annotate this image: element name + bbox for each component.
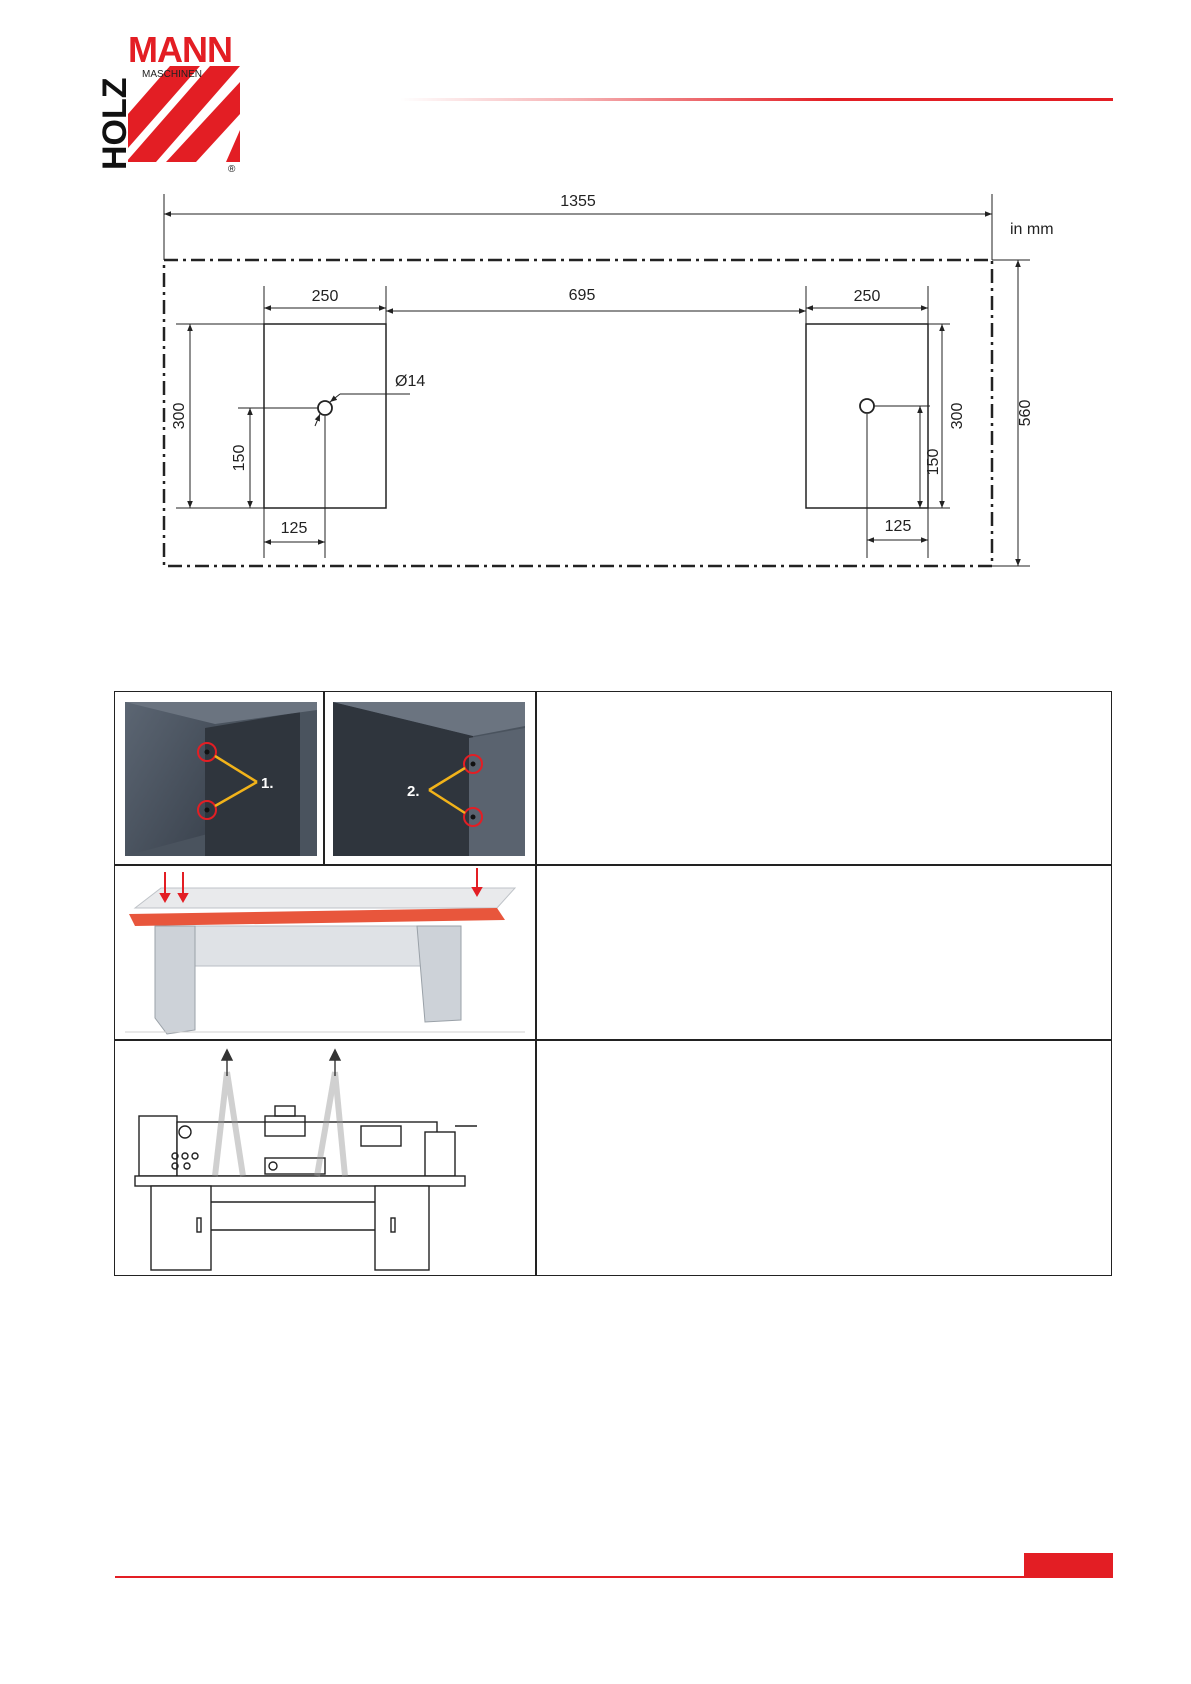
dim-left-hole-offset-y: 150 bbox=[231, 444, 248, 472]
unit-label: in mm bbox=[1010, 221, 1054, 238]
step1-text bbox=[537, 692, 1112, 864]
dim-total-width: 1355 bbox=[560, 193, 596, 210]
assembly-steps-table bbox=[114, 691, 1112, 1276]
foundation-drawing bbox=[150, 188, 1070, 578]
dim-right-hole-offset-x: 125 bbox=[884, 518, 912, 535]
dim-total-depth: 560 bbox=[1017, 399, 1034, 427]
dim-hole-diameter: Ø14 bbox=[395, 373, 426, 390]
brand-name-top: MANN bbox=[128, 29, 232, 70]
registered-mark: ® bbox=[228, 164, 236, 175]
step3-text bbox=[537, 1041, 1112, 1275]
dim-gap: 695 bbox=[568, 287, 596, 304]
step2-photo bbox=[125, 868, 525, 1034]
footer-rule bbox=[115, 1576, 1113, 1578]
dim-right-foot-depth: 300 bbox=[949, 402, 966, 430]
dim-right-hole-offset-y: 150 bbox=[925, 448, 942, 476]
step1-photo-b bbox=[333, 702, 525, 856]
header-rule bbox=[400, 98, 1113, 101]
step1-label-1: 1. bbox=[261, 775, 274, 792]
page-number-tab bbox=[1024, 1553, 1113, 1578]
step2-text bbox=[537, 866, 1112, 1039]
left-anchor-hole bbox=[318, 401, 332, 415]
dim-right-foot-width: 250 bbox=[853, 288, 881, 305]
brand-logo bbox=[96, 29, 250, 175]
step3-drawing bbox=[125, 1046, 525, 1270]
step1-photo-a bbox=[125, 702, 317, 856]
right-anchor-hole bbox=[860, 399, 874, 413]
dim-left-hole-offset-x: 125 bbox=[280, 520, 308, 537]
brand-name-sub: MASCHINEN bbox=[142, 69, 203, 80]
step1-label-2: 2. bbox=[407, 783, 420, 800]
dim-left-foot-depth: 300 bbox=[171, 402, 188, 430]
brand-name-side: HOLZ bbox=[96, 77, 134, 170]
dim-left-foot-width: 250 bbox=[311, 288, 339, 305]
